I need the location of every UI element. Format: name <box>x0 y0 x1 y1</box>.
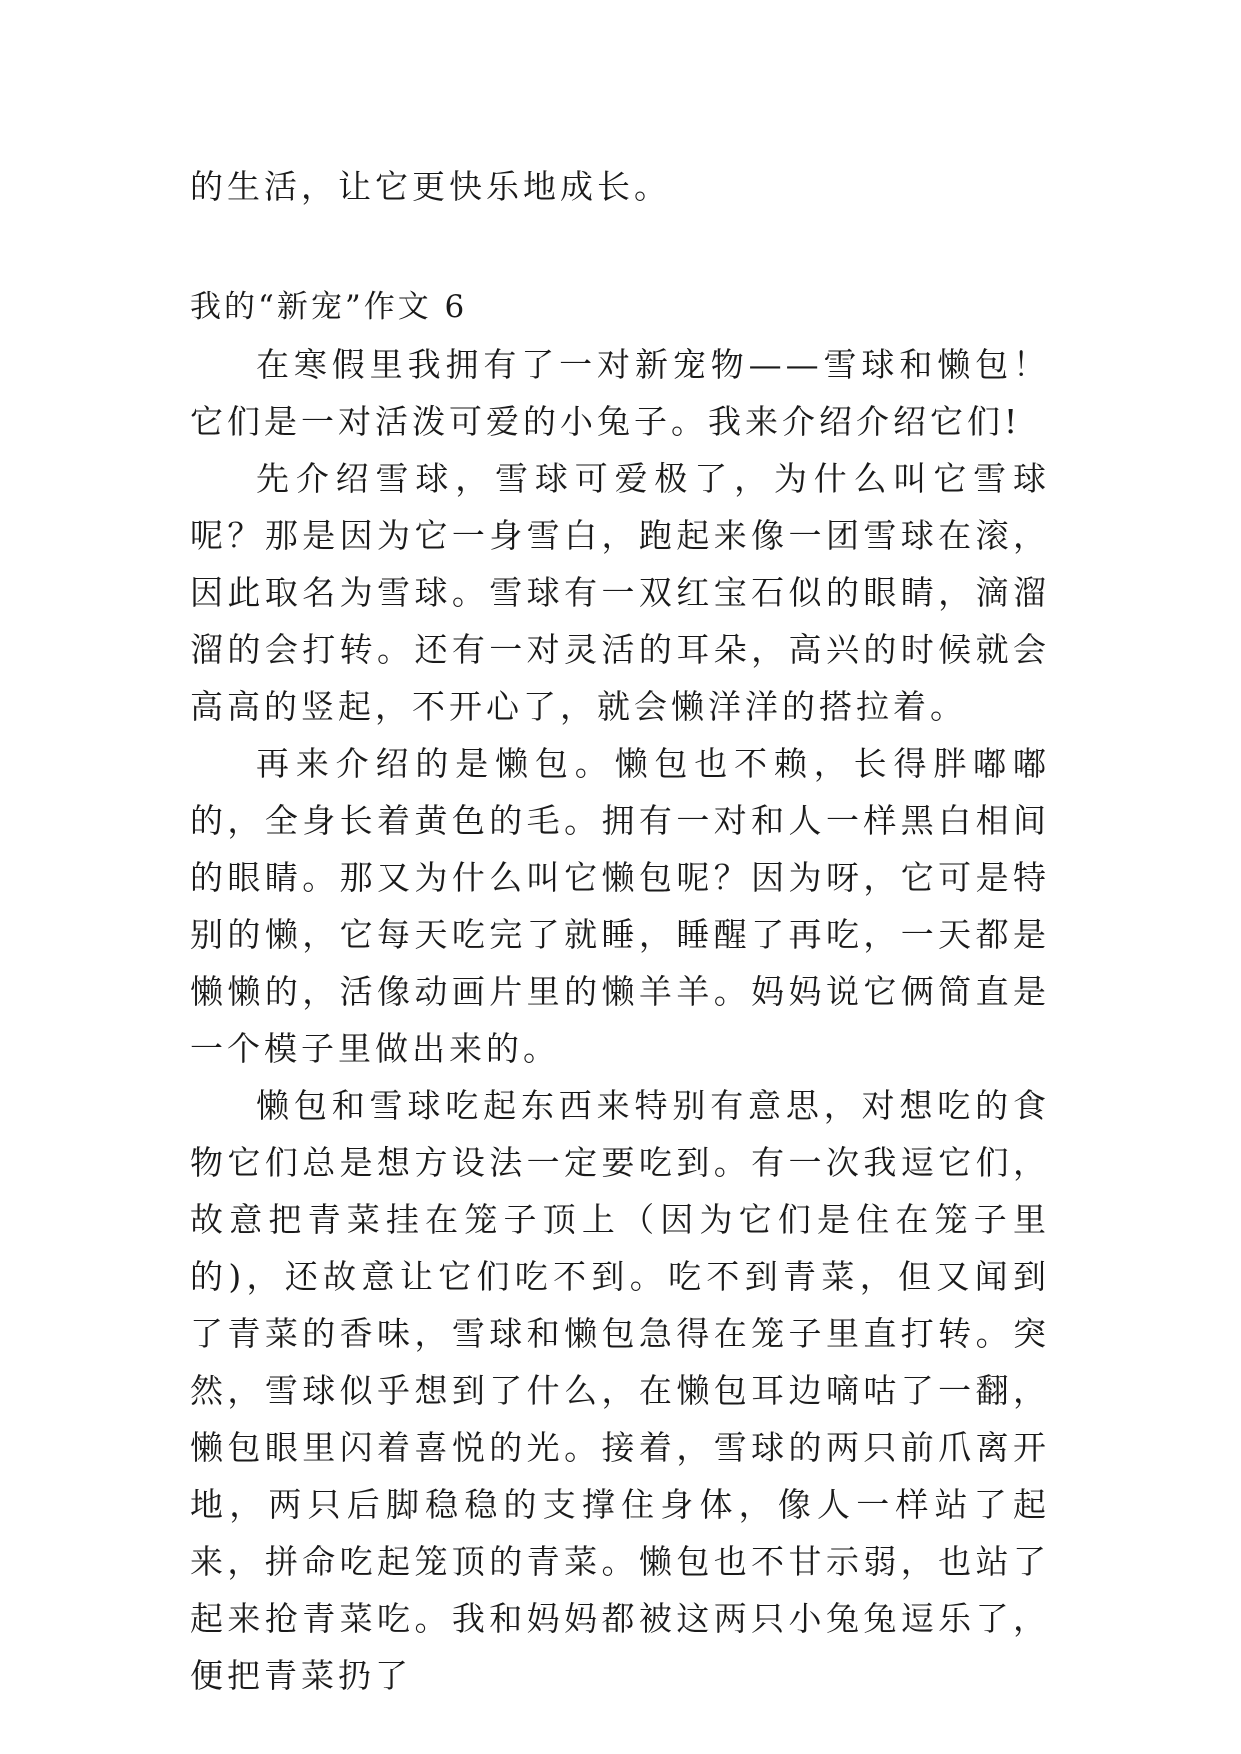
essay-body <box>190 336 1050 1704</box>
essay-paragraph-3: 再来介绍的是懒包。懒包也不赖，长得胖嘟嘟的，全身长着黄色的毛。拥有一对和人一样黑白相间的眼睛。那又为什么叫它懒包呢？因为呀，它可是特别的懒，它每天吃完了就睡，睡醒了再吃，一天都是懒懒的，活像动画片里的懒羊羊。妈妈说它俩简直是一个模子里做出来的。 <box>190 744 1050 1068</box>
essay-title: 我的“新宠”作文 6 <box>190 289 468 325</box>
essay-paragraph-1: 在寒假里我拥有了一对新宠物——雪球和懒包！它们是一对活泼可爱的小兔子。我来介绍介绍它们! <box>190 345 1050 441</box>
essay-paragraph-2: 先介绍雪球，雪球可爱极了，为什么叫它雪球呢？那是因为它一身雪白，跑起来像一团雪球在滚，因此取名为雪球。雪球有一双红宝石似的眼睛，滴溜溜的会打转。还有一对灵活的耳朵，高兴的时候就会高高的竖起，不开心了，就会懒洋洋的搭拉着。 <box>190 459 1050 726</box>
carryover-paragraph-block <box>190 158 1050 215</box>
essay-paragraph-4: 懒包和雪球吃起东西来特别有意思，对想吃的食物它们总是想方设法一定要吃到。有一次我逗它们，故意把青菜挂在笼子顶上（因为它们是住在笼子里的)，还故意让它们吃不到。吃不到青菜，但又闻到了青菜的香味，雪球和懒包急得在笼子里直打转。突然，雪球似乎想到了什么，在懒包耳边嘀咕了一翻，懒包眼里闪着喜悦的光。接着，雪球的两只前爪离开地，两只后脚稳稳的支撑住身体，像人一样站了起来，拼命吃起笼顶的青菜。懒包也不甘示弱，也站了起来抢青菜吃。我和妈妈都被这两只小兔兔逗乐了，便把青菜扔了 <box>190 1086 1050 1695</box>
carryover-paragraph: 的生活，让它更快乐地成长。 <box>190 167 671 206</box>
